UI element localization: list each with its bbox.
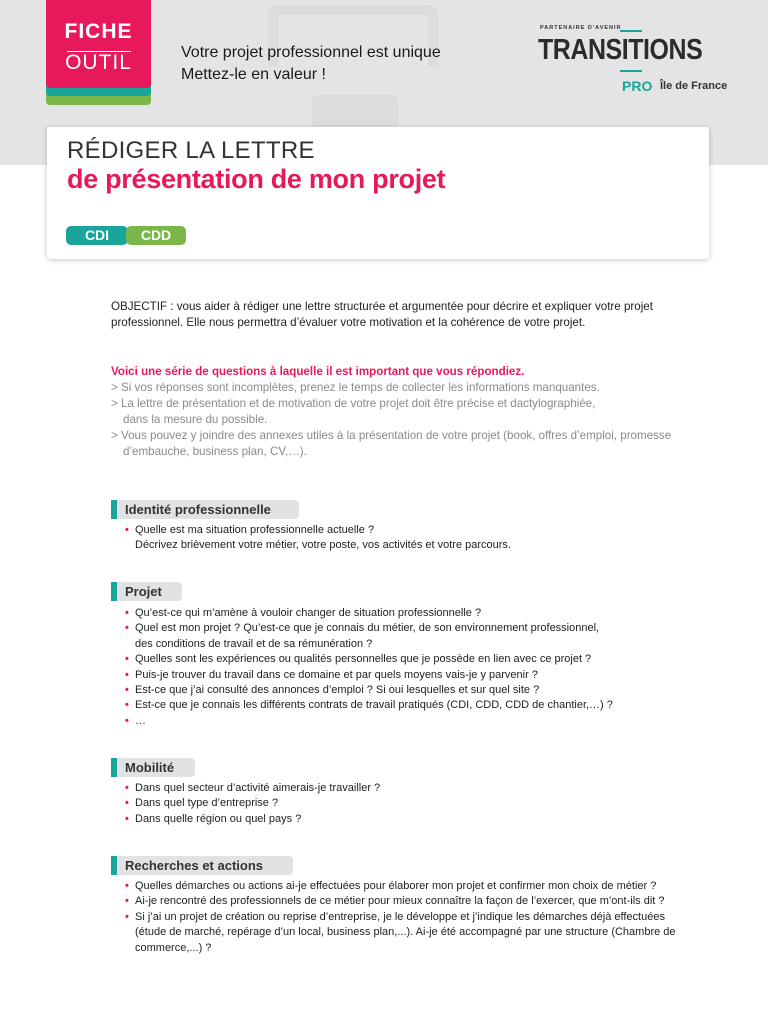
- list-item: • Quelle est ma situation professionnelle actuelle ?: [125, 523, 705, 538]
- title-card: [47, 127, 709, 259]
- outil-label: OUTIL: [65, 51, 132, 74]
- list-item: Décrivez brièvement votre métier, votre poste, vos activités et votre parcours.: [135, 539, 511, 552]
- list-item: des conditions de travail et de sa rémunération ?: [135, 637, 373, 650]
- list-item: • …: [125, 714, 705, 729]
- list-item: • Quelles sont les expériences ou qualités personnelles que je possède en lien avec ce projet ?: [125, 652, 705, 667]
- section-header-identite: Identité professionnelle: [111, 500, 299, 519]
- section-list-projet: [125, 606, 705, 729]
- list-item: (étude de marché, repérage d’un local, business plan,...). Ai-je été accompagné par une structure (Chambre de: [135, 926, 676, 939]
- list-item: • Quel est mon projet ? Qu’est-ce que je connais du métier, de son environnement professionnel,: [125, 621, 705, 636]
- list-item: commerce,...) ?: [135, 941, 212, 954]
- section-list-recherches: [125, 879, 705, 956]
- tagline-line: Votre projet professionnel est unique: [181, 44, 441, 61]
- transitions-pro-logo: [538, 24, 738, 104]
- list-item: • Si j’ai un projet de création ou reprise d’entreprise, je le développe et j’indique les démarches déjà effectuées: [125, 910, 705, 925]
- objectif-paragraph: OBJECTIF : vous aider à rédiger une lettre structurée et argumentée pour décrire et expliquer votre projet professionnel. Elle nous permettra d’évaluer votre motivation et la cohérence de votre projet.: [111, 300, 653, 329]
- logo-region: Île de France: [660, 80, 728, 92]
- list-item: • Dans quel type d’entreprise ?: [125, 796, 705, 811]
- tag-cdd: CDD: [126, 226, 186, 245]
- section-header-mobilite: Mobilité: [111, 758, 195, 777]
- note-line: > Vous pouvez y joindre des annexes utiles à la présentation de votre projet (book, offres d’emploi, promesse d’embauche, business plan, CV,…).: [111, 429, 672, 458]
- note-line: > La lettre de présentation et de motivation de votre projet doit être précise et dactylographiée, dans la mesure du possible.: [111, 397, 596, 426]
- page-title: RÉDIGER LA LETTRE: [67, 137, 315, 164]
- questions-intro-block: [111, 364, 701, 460]
- section-list-mobilite: [125, 781, 705, 827]
- list-item: • Ai-je rencontré des professionnels de ce métier pour mieux connaître la façon de l’exercer, que m’ont-ils dit ?: [125, 894, 705, 909]
- list-item: • Quelles démarches ou actions ai-je effectuées pour élaborer mon projet et confirmer mon choix de métier ?: [125, 879, 705, 894]
- logo-partner-text: PARTENAIRE D'AVENIR: [540, 25, 622, 31]
- section-list-identite: [125, 523, 705, 554]
- watermark-shape: [312, 95, 398, 129]
- page-subtitle: de présentation de mon projet: [67, 164, 446, 194]
- section-header-projet: Projet: [111, 582, 182, 601]
- logo-wordmark: TRANSITIONS: [538, 34, 703, 66]
- questions-intro: Voici une série de questions à laquelle il est important que vous répondiez.: [111, 365, 525, 378]
- tagline: [181, 42, 441, 86]
- tag-cdi: CDI: [66, 226, 128, 245]
- list-item: • Est-ce que j’ai consulté des annonces d’emploi ? Si oui lesquelles et sur quel site ?: [125, 683, 705, 698]
- list-item: • Dans quelle région ou quel pays ?: [125, 812, 705, 827]
- list-item: • Puis-je trouver du travail dans ce domaine et par quels moyens vais-je y parvenir ?: [125, 668, 705, 683]
- list-item: • Est-ce que je connais les différents contrats de travail pratiqués (CDI, CDD, CDD de chantier,…) ?: [125, 698, 705, 713]
- note-line: > Si vos réponses sont incomplètes, prenez le temps de collecter les informations manquantes.: [111, 381, 600, 394]
- list-item: • Qu’est-ce qui m’amène à vouloir changer de situation professionnelle ?: [125, 606, 705, 621]
- logo-pro: PRO: [622, 78, 653, 94]
- fiche-label: FICHE: [64, 20, 133, 43]
- tagline-line: Mettez-le en valeur !: [181, 66, 326, 83]
- section-header-recherches: Recherches et actions: [111, 856, 293, 875]
- list-item: • Dans quel secteur d’activité aimerais-je travailler ?: [125, 781, 705, 796]
- fiche-outil-tab: [46, 0, 151, 105]
